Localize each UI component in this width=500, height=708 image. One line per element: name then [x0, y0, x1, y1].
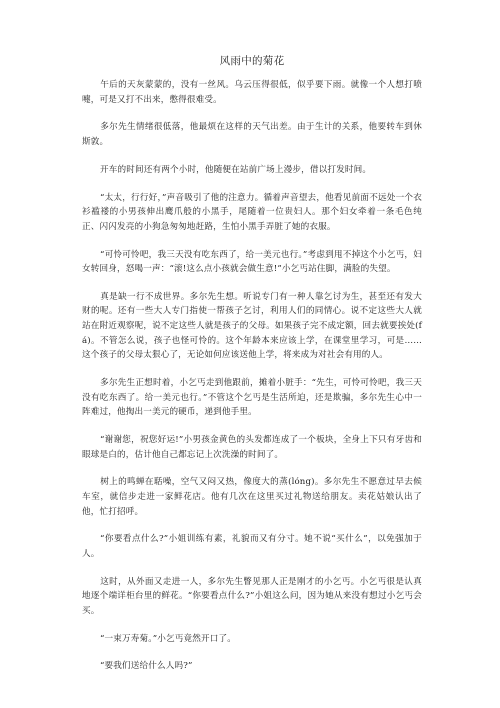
- paragraph-6: 真是缺一行不成世界。多尔先生想。听说专门有一种人靠乞讨为生，甚至还有发大财的呢。还有一些大人专门指使一帮孩子乞讨，利用人们的同情心。说不定这些大人就站在附近观察呢，说不定这些人就是孩子的父母。如果孩子完不成定额，回去就要挨处(fá)。不管怎么说，孩子也怪可怜的。这个年龄本来应该上学，在课堂里学习，可是……这个孩子的父母太狠心了，无论如何应该送他上学，将来成为对社会有用的人。: [82, 291, 422, 361]
- paragraph-1: 午后的天灰蒙蒙的，没有一丝风。乌云压得很低，似乎要下雨。就像一个人想打喷嚏，可是又打不出来，憋得很难受。: [82, 80, 422, 105]
- paragraph-2: 多尔先生情绪很低落，他最烦在这样的天气出差。由于生计的关系，他要转车到休斯敦。: [82, 122, 422, 147]
- paragraph-5: “可怜可怜吧，我三天没有吃东西了，给一美元也行。”考虑到甩不掉这个小乞丐，妇女转回身，怒喝一声：“滚!这么点小孩就会做生意!”小乞丐站住脚，满脸的失望。: [82, 249, 422, 275]
- paragraph-7: 多尔先生正想时着，小乞丐走到他跟前，摊着小脏手：“先生，可怜可怜吧，我三天没有吃东西了。给一美元也行。”不管这个乞丐是生活所迫，还是欺骗，多尔先生心中一阵难过，他掏出一美元的硬币，递到他手里。: [82, 378, 422, 418]
- paragraph-8: “谢谢您，祝您好运!”小男孩金黄色的头发都连成了一个板块，全身上下只有牙齿和眼球是白的，估计他自己都忘记上次洗澡的时间了。: [82, 435, 422, 460]
- paragraph-4: “太太，行行好，”声音吸引了他的注意力。循着声音望去，他看见前面不远处一个衣衫褴褛的小男孩伸出鹰爪般的小黑手，尾随着一位贵妇人。那个妇女牵着一条毛色纯正、闪闪发亮的小狗急匆匆地赶路，生怕小黑手弄脏了她的衣服。: [82, 192, 422, 232]
- paragraph-10: “你要看点什么?”小姐训练有素，礼貌而又有分寸。她不说“买什么”，以免强加于人。: [82, 534, 422, 559]
- document-title: 风雨中的菊花: [219, 55, 285, 67]
- paragraph-13: “要我们送给什么人吗?”: [100, 661, 193, 672]
- paragraph-3: 开车的时间还有两个小时，他随便在站前广场上漫步，借以打发时间。: [100, 164, 372, 175]
- paragraph-11: 这时，从外面又走进一人，多尔先生瞥见那人正是刚才的小乞丐。小乞丐很是认真地逐个端详柜台里的鲜花。“你要看点什么?”小姐这么问，因为她从来没有想过小乞丐会买。: [82, 576, 422, 616]
- paragraph-12: “一束万寿菊。”小乞丐竟然开口了。: [100, 633, 236, 644]
- paragraph-9: 树上的鸣蝉在聒噪，空气又闷又热，像度大的蒸(lóng)。多尔先生不愿意过早去候车室，就信步走进一家鲜花店。他有几次在这里买过礼物送给朋友。卖花姑娘认出了他，忙打招呼。: [82, 477, 422, 517]
